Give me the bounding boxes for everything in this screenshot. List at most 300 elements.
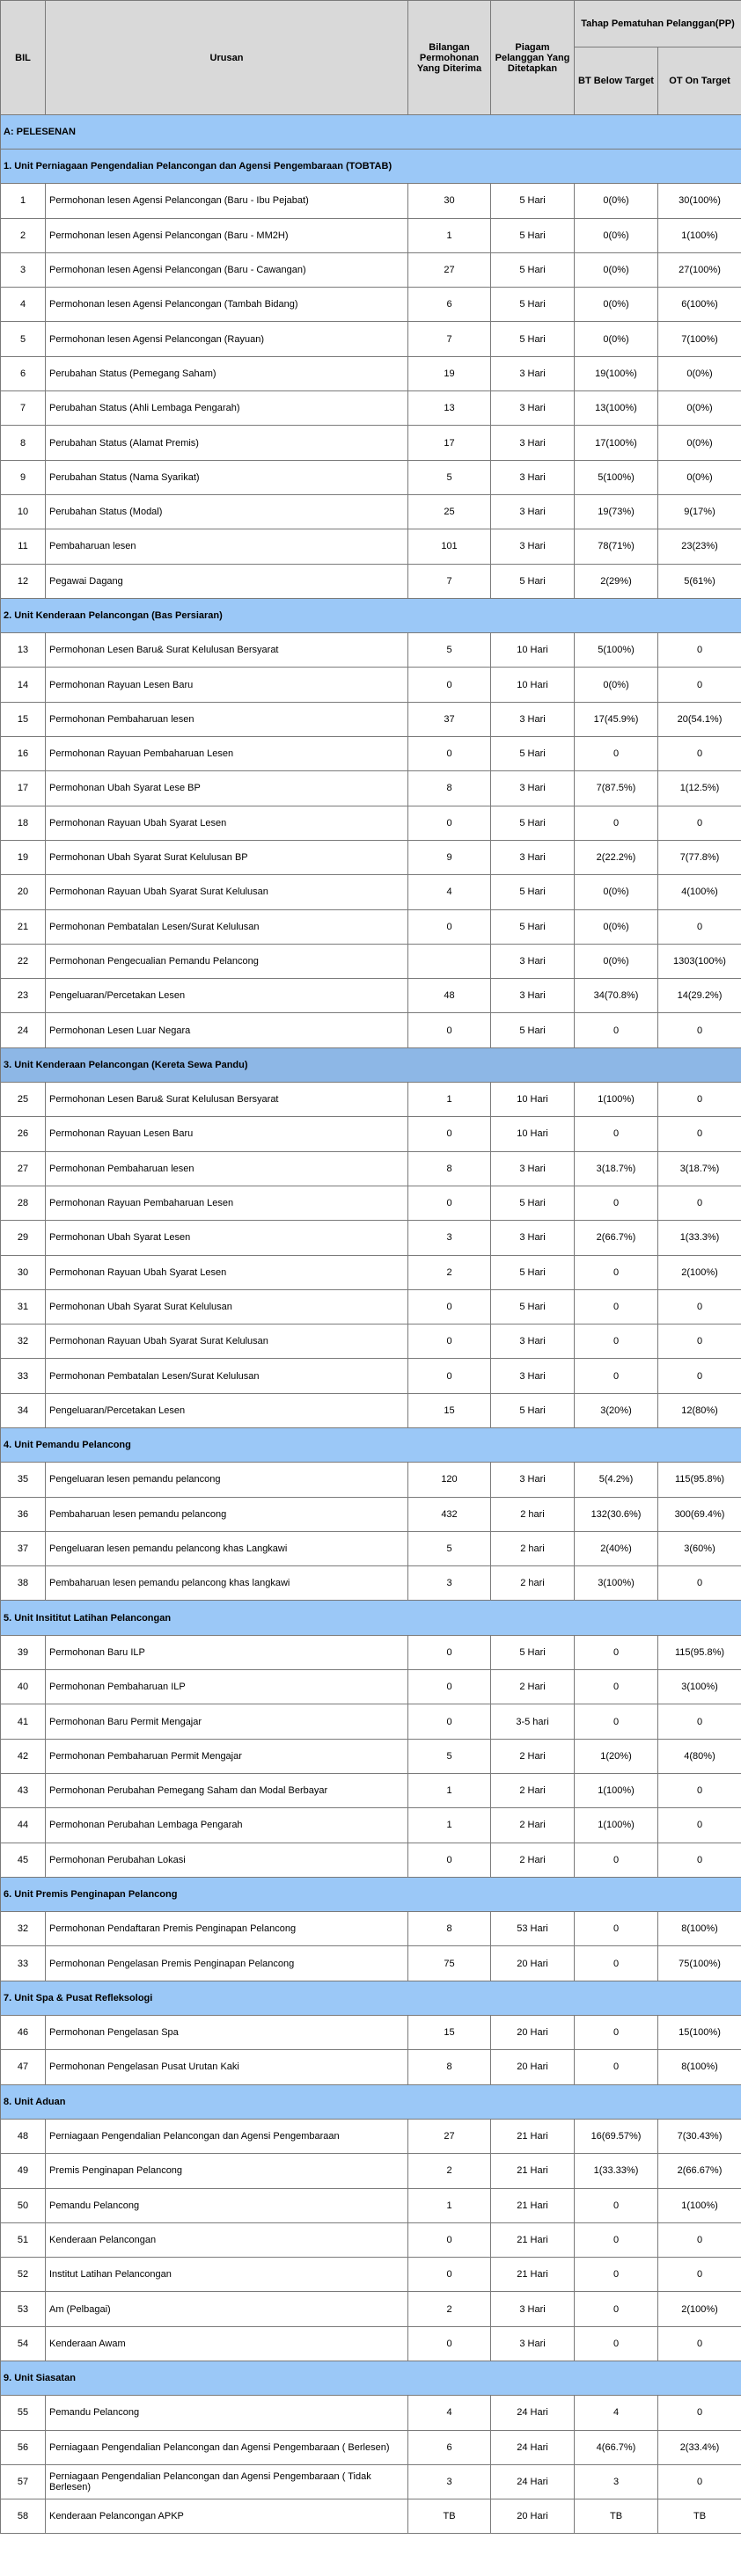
cell-urusan: Pemandu Pelancong [46, 2396, 408, 2430]
table-row [1, 702, 741, 736]
cell-ot: 300(69.4%) [658, 1497, 741, 1531]
cell-bilangan: 48 [408, 979, 491, 1013]
table-row [1, 1013, 741, 1047]
cell-piagam: 21 Hari [491, 2119, 575, 2153]
section-header [1, 1047, 741, 1082]
cell-ot: 0 [658, 1704, 741, 1739]
cell-bilangan: 17 [408, 426, 491, 460]
cell-bil: 23 [1, 979, 46, 1013]
cell-ot: 0 [658, 2326, 741, 2361]
cell-bt: 13(100%) [575, 391, 658, 426]
cell-bilangan: 1 [408, 1773, 491, 1807]
cell-piagam: 21 Hari [491, 2188, 575, 2222]
cell-bt: 0 [575, 1117, 658, 1151]
cell-bilangan: 7 [408, 564, 491, 598]
cell-piagam: 20 Hari [491, 1946, 575, 1981]
cell-bilangan: 75 [408, 1946, 491, 1981]
cell-ot: 0 [658, 1117, 741, 1151]
cell-bil: 28 [1, 1186, 46, 1220]
cell-ot: 3(18.7%) [658, 1151, 741, 1186]
cell-ot: 0 [658, 1013, 741, 1047]
cell-bil: 9 [1, 460, 46, 494]
table-row [1, 1773, 741, 1807]
cell-bt: 0(0%) [575, 909, 658, 944]
section-title: 1. Unit Perniagaan Pengendalian Pelancongan dan Agensi Pengembaraan (TOBTAB) [1, 150, 741, 184]
cell-urusan: Permohonan Pengelasan Spa [46, 2016, 408, 2050]
cell-bilangan: 101 [408, 529, 491, 564]
cell-urusan: Permohonan Pengelasan Pusat Urutan Kaki [46, 2050, 408, 2084]
cell-urusan: Permohonan Pembatalan Lesen/Surat Kelulusan [46, 909, 408, 944]
cell-bt: 19(73%) [575, 494, 658, 529]
cell-piagam: 10 Hari [491, 1083, 575, 1117]
cell-bilangan: 6 [408, 288, 491, 322]
cell-bil: 53 [1, 2292, 46, 2326]
section-title: 5. Unit Insititut Latihan Pelancongan [1, 1601, 741, 1635]
cell-bil: 37 [1, 1531, 46, 1565]
cell-bilangan: 0 [408, 1324, 491, 1359]
cell-bil: 1 [1, 184, 46, 218]
cell-ot: TB [658, 2499, 741, 2534]
cell-bil: 27 [1, 1151, 46, 1186]
cell-piagam: 21 Hari [491, 2222, 575, 2257]
cell-urusan: Permohonan Lesen Luar Negara [46, 1013, 408, 1047]
cell-bilangan: 0 [408, 2326, 491, 2361]
cell-piagam: 3 Hari [491, 356, 575, 390]
table-row [1, 633, 741, 668]
cell-ot: 14(29.2%) [658, 979, 741, 1013]
cell-urusan: Permohonan Lesen Baru& Surat Kelulusan Bersyarat [46, 633, 408, 668]
cell-piagam: 3 Hari [491, 2326, 575, 2361]
cell-ot: 115(95.8%) [658, 1463, 741, 1497]
cell-ot: 0 [658, 1566, 741, 1601]
cell-bt: 5(100%) [575, 460, 658, 494]
table-row [1, 944, 741, 978]
cell-urusan: Permohonan Pembatalan Lesen/Surat Kelulusan [46, 1359, 408, 1393]
cell-bilangan: 15 [408, 1393, 491, 1427]
cell-bil: 18 [1, 806, 46, 840]
cell-bil: 2 [1, 218, 46, 252]
table-row [1, 1670, 741, 1704]
table-row [1, 2258, 741, 2292]
cell-bil: 30 [1, 1255, 46, 1289]
cell-ot: 6(100%) [658, 288, 741, 322]
cell-bilangan: 1 [408, 2188, 491, 2222]
cell-bt: 0(0%) [575, 322, 658, 356]
section-header [1, 2084, 741, 2119]
cell-bil: 20 [1, 875, 46, 909]
cell-bil: 34 [1, 1393, 46, 1427]
cell-piagam: 3 Hari [491, 1324, 575, 1359]
cell-urusan: Kenderaan Pelancongan APKP [46, 2499, 408, 2534]
cell-bt: 78(71%) [575, 529, 658, 564]
cell-ot: 0(0%) [658, 426, 741, 460]
cell-piagam: 2 hari [491, 1566, 575, 1601]
cell-ot: 4(100%) [658, 875, 741, 909]
cell-bt: 0(0%) [575, 875, 658, 909]
cell-bilangan: 5 [408, 460, 491, 494]
cell-bt: 17(100%) [575, 426, 658, 460]
cell-bilangan: 3 [408, 2464, 491, 2499]
cell-bil: 33 [1, 1946, 46, 1981]
cell-ot: 8(100%) [658, 2050, 741, 2084]
cell-urusan: Pengeluaran lesen pemandu pelancong [46, 1463, 408, 1497]
cell-bil: 6 [1, 356, 46, 390]
cell-bt: 2(40%) [575, 1531, 658, 1565]
cell-piagam: 5 Hari [491, 564, 575, 598]
cell-urusan: Permohonan Rayuan Ubah Syarat Lesen [46, 806, 408, 840]
cell-bt: 16(69.57%) [575, 2119, 658, 2153]
cell-bil: 39 [1, 1635, 46, 1669]
cell-bilangan: 0 [408, 2258, 491, 2292]
cell-piagam: 3 Hari [491, 1463, 575, 1497]
cell-bt: 1(33.33%) [575, 2154, 658, 2188]
cell-bt: 0 [575, 2222, 658, 2257]
cell-bil: 36 [1, 1497, 46, 1531]
cell-ot: 1(100%) [658, 2188, 741, 2222]
cell-piagam: 5 Hari [491, 1255, 575, 1289]
cell-ot: 20(54.1%) [658, 702, 741, 736]
table-row [1, 2119, 741, 2153]
section-title: 6. Unit Premis Penginapan Pelancong [1, 1877, 741, 1911]
table-row [1, 771, 741, 806]
cell-urusan: Permohonan Pembaharuan lesen [46, 1151, 408, 1186]
cell-bilangan [408, 944, 491, 978]
table-row [1, 1463, 741, 1497]
cell-piagam: 5 Hari [491, 184, 575, 218]
cell-bilangan: 0 [408, 1289, 491, 1324]
cell-bt: 7(87.5%) [575, 771, 658, 806]
table-row [1, 806, 741, 840]
cell-bt: 0 [575, 1013, 658, 1047]
cell-bil: 50 [1, 2188, 46, 2222]
cell-piagam: 3 Hari [491, 2292, 575, 2326]
cell-bilangan: 0 [408, 1704, 491, 1739]
table-row [1, 426, 741, 460]
header-tahap: Tahap Pematuhan Pelanggan(PP) [575, 1, 741, 47]
cell-bil: 7 [1, 391, 46, 426]
table-row [1, 1739, 741, 1773]
cell-bil: 47 [1, 2050, 46, 2084]
cell-bt: 0(0%) [575, 288, 658, 322]
cell-bilangan: 0 [408, 1843, 491, 1877]
cell-piagam: 2 Hari [491, 1773, 575, 1807]
table-row [1, 322, 741, 356]
cell-ot: 27(100%) [658, 252, 741, 287]
section-header [1, 1601, 741, 1635]
table-row [1, 1531, 741, 1565]
table-row [1, 1221, 741, 1255]
cell-bilangan: 6 [408, 2430, 491, 2464]
table-row [1, 2326, 741, 2361]
cell-bil: 29 [1, 1221, 46, 1255]
cell-piagam: 3 Hari [491, 840, 575, 874]
cell-bilangan: 4 [408, 875, 491, 909]
cell-urusan: Permohonan Rayuan Ubah Syarat Lesen [46, 1255, 408, 1289]
cell-ot: 2(66.67%) [658, 2154, 741, 2188]
cell-urusan: Permohonan Pendaftaran Premis Penginapan Pelancong [46, 1912, 408, 1946]
table-row [1, 356, 741, 390]
cell-urusan: Pemandu Pelancong [46, 2188, 408, 2222]
cell-piagam: 3 Hari [491, 1221, 575, 1255]
cell-ot: 0 [658, 2222, 741, 2257]
cell-bilangan: 0 [408, 1013, 491, 1047]
cell-bt: 0(0%) [575, 252, 658, 287]
cell-urusan: Pembaharuan lesen [46, 529, 408, 564]
cell-urusan: Permohonan Rayuan Pembaharuan Lesen [46, 737, 408, 771]
cell-urusan: Permohonan Rayuan Lesen Baru [46, 668, 408, 702]
cell-ot: 0 [658, 2464, 741, 2499]
cell-ot: 0 [658, 1773, 741, 1807]
table-row [1, 737, 741, 771]
cell-piagam: 2 hari [491, 1497, 575, 1531]
table-body [1, 115, 741, 2534]
cell-bilangan: 3 [408, 1221, 491, 1255]
cell-bilangan: 5 [408, 1531, 491, 1565]
cell-urusan: Permohonan lesen Agensi Pelancongan (Baru - Cawangan) [46, 252, 408, 287]
cell-bt: 0(0%) [575, 184, 658, 218]
cell-bil: 21 [1, 909, 46, 944]
cell-ot: 0(0%) [658, 460, 741, 494]
cell-bilangan: TB [408, 2499, 491, 2534]
cell-piagam: 5 Hari [491, 1393, 575, 1427]
cell-bil: 32 [1, 1912, 46, 1946]
cell-bil: 17 [1, 771, 46, 806]
cell-piagam: 20 Hari [491, 2050, 575, 2084]
cell-bil: 8 [1, 426, 46, 460]
cell-bil: 58 [1, 2499, 46, 2534]
table-row [1, 1289, 741, 1324]
cell-piagam: 2 Hari [491, 1670, 575, 1704]
table-row [1, 529, 741, 564]
cell-urusan: Permohonan Rayuan Lesen Baru [46, 1117, 408, 1151]
cell-urusan: Permohonan Pembaharuan lesen [46, 702, 408, 736]
header-bilangan: Bilangan Permohonan Yang Diterima [408, 1, 491, 115]
table-row [1, 252, 741, 287]
cell-bil: 31 [1, 1289, 46, 1324]
table-row [1, 391, 741, 426]
cell-ot: 9(17%) [658, 494, 741, 529]
cell-urusan: Permohonan Perubahan Lembaga Pengarah [46, 1808, 408, 1843]
cell-urusan: Permohonan Pengecualian Pemandu Pelancong [46, 944, 408, 978]
cell-bt: 0 [575, 1843, 658, 1877]
section-header [1, 2361, 741, 2396]
cell-urusan: Permohonan Perubahan Lokasi [46, 1843, 408, 1877]
cell-bilangan: 0 [408, 1635, 491, 1669]
cell-bil: 12 [1, 564, 46, 598]
cell-ot: 7(77.8%) [658, 840, 741, 874]
cell-bt: 19(100%) [575, 356, 658, 390]
cell-bilangan: 7 [408, 322, 491, 356]
cell-piagam: 5 Hari [491, 909, 575, 944]
cell-urusan: Permohonan Baru ILP [46, 1635, 408, 1669]
cell-bil: 51 [1, 2222, 46, 2257]
cell-bilangan: 1 [408, 1808, 491, 1843]
cell-urusan: Pengeluaran/Percetakan Lesen [46, 1393, 408, 1427]
cell-urusan: Kenderaan Pelancongan [46, 2222, 408, 2257]
cell-bilangan: 13 [408, 391, 491, 426]
cell-ot: 0 [658, 1808, 741, 1843]
cell-bilangan: 0 [408, 1670, 491, 1704]
cell-urusan: Premis Penginapan Pelancong [46, 2154, 408, 2188]
cell-ot: 0 [658, 633, 741, 668]
cell-bt: 0 [575, 1912, 658, 1946]
cell-piagam: 5 Hari [491, 218, 575, 252]
cell-piagam: 2 Hari [491, 1808, 575, 1843]
cell-bilangan: 2 [408, 1255, 491, 1289]
cell-bil: 48 [1, 2119, 46, 2153]
section-header [1, 1427, 741, 1462]
table-row [1, 1497, 741, 1531]
cell-bil: 54 [1, 2326, 46, 2361]
cell-bil: 4 [1, 288, 46, 322]
cell-bil: 35 [1, 1463, 46, 1497]
cell-bt: 1(20%) [575, 1739, 658, 1773]
cell-ot: 23(23%) [658, 529, 741, 564]
cell-piagam: 5 Hari [491, 1186, 575, 1220]
table-row [1, 460, 741, 494]
table-row [1, 840, 741, 874]
cell-bil: 3 [1, 252, 46, 287]
cell-piagam: 5 Hari [491, 252, 575, 287]
cell-bt: 0 [575, 1289, 658, 1324]
cell-bt: 0 [575, 1186, 658, 1220]
cell-bt: 1(100%) [575, 1808, 658, 1843]
cell-bt: 0 [575, 1324, 658, 1359]
cell-urusan: Permohonan lesen Agensi Pelancongan (Baru - Ibu Pejabat) [46, 184, 408, 218]
cell-bilangan: 0 [408, 909, 491, 944]
cell-bil: 5 [1, 322, 46, 356]
cell-urusan: Permohonan Ubah Syarat Surat Kelulusan [46, 1289, 408, 1324]
cell-ot: 1(100%) [658, 218, 741, 252]
cell-urusan: Perniagaan Pengendalian Pelancongan dan Agensi Pengembaraan ( Berlesen) [46, 2430, 408, 2464]
cell-piagam: 2 hari [491, 1531, 575, 1565]
cell-urusan: Permohonan Perubahan Pemegang Saham dan Modal Berbayar [46, 1773, 408, 1807]
cell-bil: 42 [1, 1739, 46, 1773]
cell-bilangan: 4 [408, 2396, 491, 2430]
cell-bt: 0 [575, 2326, 658, 2361]
cell-urusan: Am (Pelbagai) [46, 2292, 408, 2326]
table-row [1, 2396, 741, 2430]
table-row [1, 1635, 741, 1669]
cell-piagam: 3 Hari [491, 460, 575, 494]
cell-bilangan: 8 [408, 1912, 491, 1946]
cell-urusan: Permohonan Ubah Syarat Lese BP [46, 771, 408, 806]
cell-ot: 0 [658, 668, 741, 702]
cell-bilangan: 19 [408, 356, 491, 390]
cell-ot: 4(80%) [658, 1739, 741, 1773]
cell-ot: 0 [658, 1843, 741, 1877]
cell-piagam: 3 Hari [491, 1359, 575, 1393]
table-row [1, 668, 741, 702]
cell-ot: 3(60%) [658, 1531, 741, 1565]
cell-bt: 0 [575, 806, 658, 840]
cell-piagam: 3 Hari [491, 529, 575, 564]
cell-urusan: Perubahan Status (Nama Syarikat) [46, 460, 408, 494]
cell-piagam: 24 Hari [491, 2430, 575, 2464]
cell-urusan: Permohonan lesen Agensi Pelancongan (Baru - MM2H) [46, 218, 408, 252]
cell-bt: 2(29%) [575, 564, 658, 598]
cell-bil: 22 [1, 944, 46, 978]
cell-urusan: Permohonan Ubah Syarat Lesen [46, 1221, 408, 1255]
cell-ot: 0 [658, 2258, 741, 2292]
cell-bil: 38 [1, 1566, 46, 1601]
cell-ot: 2(33.4%) [658, 2430, 741, 2464]
cell-bil: 33 [1, 1359, 46, 1393]
cell-bil: 43 [1, 1773, 46, 1807]
cell-piagam: 3 Hari [491, 702, 575, 736]
cell-piagam: 24 Hari [491, 2396, 575, 2430]
cell-piagam: 2 Hari [491, 1843, 575, 1877]
cell-bt: 0 [575, 2050, 658, 2084]
section-header [1, 150, 741, 184]
cell-urusan: Permohonan lesen Agensi Pelancongan (Rayuan) [46, 322, 408, 356]
table-row [1, 288, 741, 322]
table-row [1, 2292, 741, 2326]
cell-bilangan: 1 [408, 1083, 491, 1117]
cell-piagam: 53 Hari [491, 1912, 575, 1946]
header-ot: OT On Target [658, 47, 741, 115]
cell-ot: 0 [658, 1186, 741, 1220]
cell-bt: 34(70.8%) [575, 979, 658, 1013]
cell-bil: 52 [1, 2258, 46, 2292]
cell-bilangan: 27 [408, 252, 491, 287]
table-row [1, 2188, 741, 2222]
cell-bil: 57 [1, 2464, 46, 2499]
cell-bt: 3(20%) [575, 1393, 658, 1427]
cell-bil: 14 [1, 668, 46, 702]
cell-piagam: 5 Hari [491, 806, 575, 840]
cell-bt: 1(100%) [575, 1773, 658, 1807]
cell-urusan: Permohonan Lesen Baru& Surat Kelulusan Bersyarat [46, 1083, 408, 1117]
cell-bt: 0 [575, 1255, 658, 1289]
cell-piagam: 10 Hari [491, 668, 575, 702]
cell-bilangan: 25 [408, 494, 491, 529]
cell-urusan: Kenderaan Awam [46, 2326, 408, 2361]
cell-bil: 45 [1, 1843, 46, 1877]
cell-bt: 0(0%) [575, 668, 658, 702]
cell-urusan: Permohonan Baru Permit Mengajar [46, 1704, 408, 1739]
cell-ot: 3(100%) [658, 1670, 741, 1704]
cell-bilangan: 5 [408, 633, 491, 668]
cell-piagam: 24 Hari [491, 2464, 575, 2499]
cell-ot: 1(12.5%) [658, 771, 741, 806]
cell-bt: 5(4.2%) [575, 1463, 658, 1497]
cell-ot: 0(0%) [658, 391, 741, 426]
cell-bilangan: 8 [408, 771, 491, 806]
cell-piagam: 3 Hari [491, 1151, 575, 1186]
cell-piagam: 3 Hari [491, 944, 575, 978]
cell-bil: 10 [1, 494, 46, 529]
table-row [1, 2499, 741, 2534]
cell-urusan: Perniagaan Pengendalian Pelancongan dan Agensi Pengembaraan ( Tidak Berlesen) [46, 2464, 408, 2499]
cell-urusan: Perubahan Status (Pemegang Saham) [46, 356, 408, 390]
cell-ot: 7(100%) [658, 322, 741, 356]
table-row [1, 1912, 741, 1946]
section-header [1, 598, 741, 632]
cell-ot: 75(100%) [658, 1946, 741, 1981]
cell-bt: 0 [575, 1946, 658, 1981]
cell-ot: 2(100%) [658, 2292, 741, 2326]
cell-bilangan: 15 [408, 2016, 491, 2050]
header-urusan: Urusan [46, 1, 408, 115]
section-title: 8. Unit Aduan [1, 2084, 741, 2119]
cell-bt: 1(100%) [575, 1083, 658, 1117]
cell-bt: 3 [575, 2464, 658, 2499]
cell-bilangan: 8 [408, 2050, 491, 2084]
table-row [1, 1151, 741, 1186]
cell-ot: 0 [658, 909, 741, 944]
cell-bil: 44 [1, 1808, 46, 1843]
